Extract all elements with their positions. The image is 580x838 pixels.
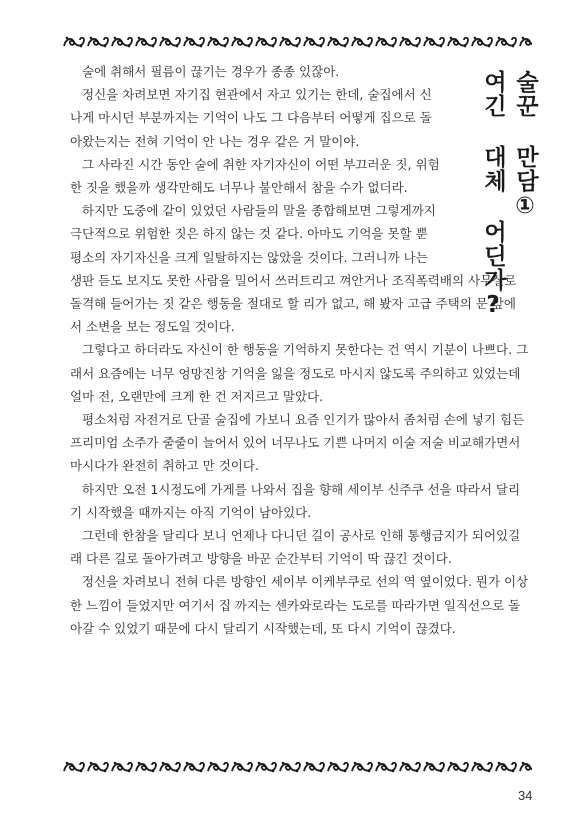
page-number: 34 xyxy=(518,788,533,803)
text-line: 돌격해 들어가는 짓 같은 행동을 절대로 할 리가 없고, 해 봤자 고급 주택의 문 앞에 xyxy=(70,296,517,312)
text-line: 프리미엄 소주가 줄줄이 늘어서 있어 너무나도 기쁜 나머지 이술 저술 비교해가면서 xyxy=(70,435,521,451)
text-line: 래 다른 길로 돌아가려고 방향을 바꾼 순간부터 기억이 딱 끊긴 것이다. xyxy=(70,551,452,567)
text-line: 정신을 차려보면 자기집 현관에서 자고 있기는 한데, 술집에서 신 xyxy=(82,87,432,103)
text-line: 하지만 오전 1시정도에 가게를 나와서 집을 향해 세이부 신주쿠 선을 따라서 달리 xyxy=(82,481,521,497)
bottom-ornament-border xyxy=(62,759,532,775)
text-line: 극단적으로 위험한 짓은 하지 않는 것 같다. 아마도 기억을 못할 뿐 xyxy=(70,226,428,242)
text-line: 평소의 자기자신을 크게 일탈하지는 않았을 것이다. 그러니까 나는 xyxy=(70,249,428,265)
text-line: 그런데 한참을 달리다 보니 언제나 다니던 길이 공사로 인해 통행금지가 되어있길 xyxy=(82,528,521,544)
text-line: 한 짓을 했을까 생각만해도 너무나 불안해서 참을 수가 없더라. xyxy=(70,180,408,196)
text-line: 정신을 차려보니 전혀 다른 방향인 세이부 이케부쿠로 선의 역 옆이었다. 뭔가 이상 xyxy=(82,574,529,590)
text-line: 한 느낌이 들었지만 여기서 집 까지는 센카와로라는 도로를 따라가면 일직선으로 돌 xyxy=(70,597,521,613)
text-line: 하지만 도중에 같이 있었던 사람들의 말을 종합해보면 그렇게까지 xyxy=(82,203,436,219)
text-line: 얼마 전, 오랜만에 크게 한 건 저지르고 말았다. xyxy=(70,388,324,404)
text-line: 아왔는지는 전혀 기억이 안 나는 경우 같은 거 말이야. xyxy=(70,133,360,149)
text-line: 아갈 수 있었기 때문에 다시 달리기 시작했는데, 또 다시 기억이 끊겼다. xyxy=(70,620,456,636)
text-line: 마시다가 완전히 취하고 만 것이다. xyxy=(70,458,259,474)
text-line: 술에 취해서 필름이 끊기는 경우가 종종 있잖아. xyxy=(82,64,340,79)
text-line: 그 사라진 시간 동안 술에 취한 자기자신이 어떤 부끄러운 짓, 위험 xyxy=(82,156,440,172)
top-ornament-border xyxy=(62,34,532,50)
text-line: 평소처럼 자전거로 단골 술집에 가보니 요즘 인기가 많아서 좀처럼 손에 넣기 힘든 xyxy=(82,412,525,428)
text-line: 생판 듣도 보지도 못한 사람을 밀어서 쓰러트리고 껴안거나 조직폭력배의 사무실로 xyxy=(70,272,517,288)
title-line-1: 술꾼 만담① xyxy=(512,70,538,220)
title-line-2: 여긴 대체 어딘가? xyxy=(480,70,506,319)
text-line: 기 시작했을 때까지는 아직 기억이 남아있다. xyxy=(70,504,312,520)
text-line: 래서 요즘에는 너무 엉망진창 기억을 잃을 정도로 마시지 않도록 주의하고 있었는데 xyxy=(70,365,521,381)
text-line: 서 소변을 보는 정도일 것이다. xyxy=(70,319,235,335)
text-line: 나게 마시던 부분까지는 기억이 나도 그 다음부터 어떻게 집으로 돌 xyxy=(70,110,432,126)
body-text xyxy=(70,60,540,640)
text-line: 그렇다고 하더라도 자신이 한 행동을 기억하지 못한다는 건 역시 기분이 나쁘다. 그 xyxy=(82,342,529,358)
